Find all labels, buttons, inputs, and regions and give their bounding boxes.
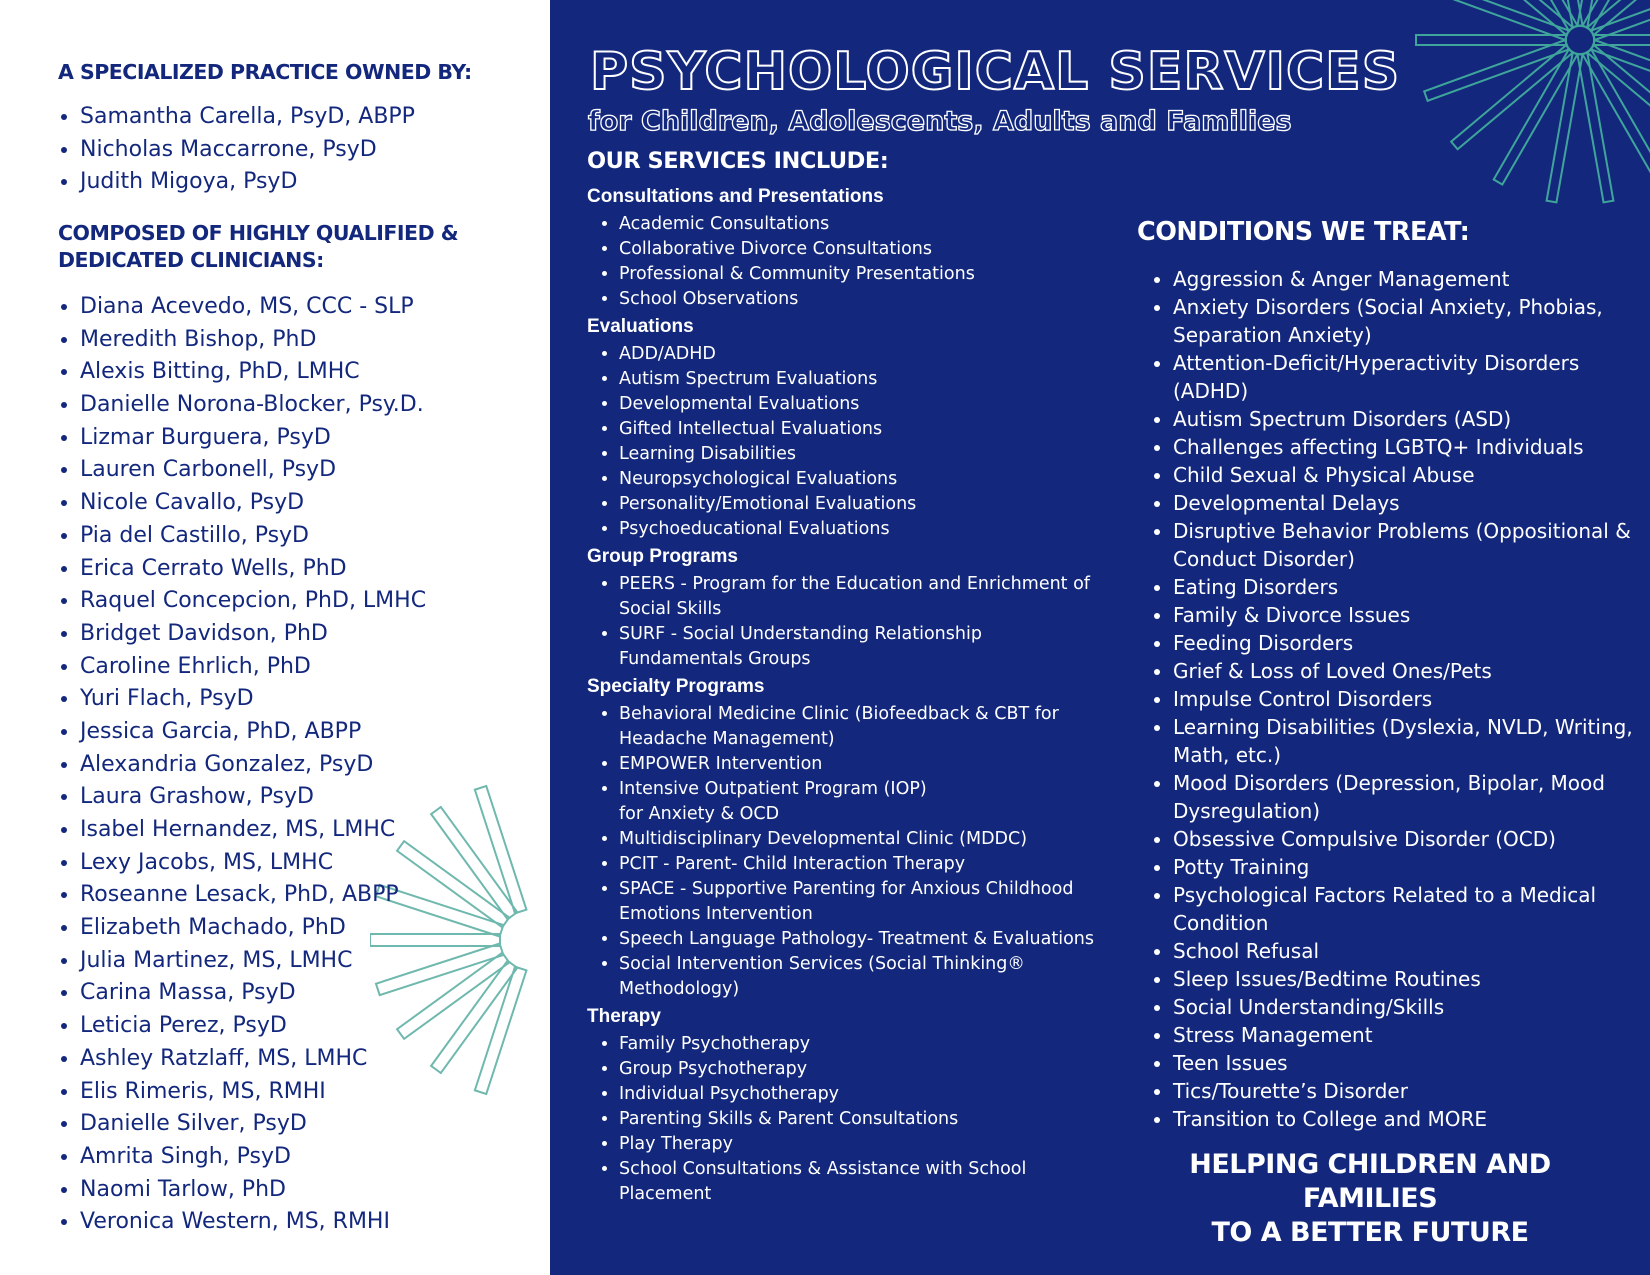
service-item: • SPACE - Supportive Parenting for Anxious Childhood Emotions Intervention (619, 877, 1107, 927)
service-item: • Developmental Evaluations (619, 392, 1107, 417)
service-section-list (587, 572, 1107, 672)
service-item: • Academic Consultations (619, 212, 1107, 237)
condition-item: • Developmental Delays (1173, 489, 1643, 517)
owner-item: • Judith Migoya, PsyD (80, 166, 415, 199)
service-section-title: Consultations and Presentations (587, 186, 884, 207)
clinician-item: • Julia Martinez, MS, LMHC (80, 945, 426, 978)
clinician-item: • Alexis Bitting, PhD, LMHC (80, 356, 426, 389)
condition-item: • Social Understanding/Skills (1173, 993, 1643, 1021)
clinician-item: • Jessica Garcia, PhD, ABPP (80, 716, 426, 749)
clinician-item: • Yuri Flach, PsyD (80, 683, 426, 716)
service-item: • Family Psychotherapy (619, 1032, 1107, 1057)
clinician-item: • Lauren Carbonell, PsyD (80, 454, 426, 487)
service-item: • Behavioral Medicine Clinic (Biofeedback & CBT for Headache Management) (619, 702, 1107, 752)
condition-item: • Grief & Loss of Loved Ones/Pets (1173, 657, 1643, 685)
service-item: • Professional & Community Presentations (619, 262, 1107, 287)
condition-item: • Aggression & Anger Management (1173, 265, 1643, 293)
condition-item: • School Refusal (1173, 937, 1643, 965)
clinician-item: • Diana Acevedo, MS, CCC - SLP (80, 291, 426, 324)
service-item: • ADD/ADHD (619, 342, 1107, 367)
services-heading: OUR SERVICES INCLUDE: (587, 148, 889, 174)
owners-heading: A SPECIALIZED PRACTICE OWNED BY: (58, 60, 472, 84)
service-section-title: Specialty Programs (587, 676, 765, 697)
condition-item: • Obsessive Compulsive Disorder (OCD) (1173, 825, 1643, 853)
service-item: • SURF - Social Understanding Relationship Fundamentals Groups (619, 622, 1107, 672)
service-section-title: Evaluations (587, 316, 694, 337)
clinician-item: • Caroline Ehrlich, PhD (80, 651, 426, 684)
condition-item: • Psychological Factors Related to a Medical Condition (1173, 881, 1643, 937)
owner-item: • Nicholas Maccarrone, PsyD (80, 134, 415, 167)
clinician-item: • Bridget Davidson, PhD (80, 618, 426, 651)
tagline-line-2: TO A BETTER FUTURE (1211, 1217, 1529, 1248)
conditions-heading: CONDITIONS WE TREAT: (1137, 217, 1470, 247)
service-item: • Multidisciplinary Developmental Clinic (MDDC) (619, 827, 1107, 852)
page-subtitle: for Children, Adolescents, Adults and Families (588, 106, 1292, 137)
condition-item: • Disruptive Behavior Problems (Oppositional & Conduct Disorder) (1173, 517, 1643, 573)
services-list (587, 184, 1107, 1209)
service-item: • PCIT - Parent- Child Interaction Therapy (619, 852, 1107, 877)
clinician-item: • Amrita Singh, PsyD (80, 1141, 426, 1174)
service-section-list (587, 342, 1107, 542)
service-item: • EMPOWER Intervention (619, 752, 1107, 777)
service-item: • School Consultations & Assistance with School Placement (619, 1157, 1107, 1207)
clinicians-heading-line-1: COMPOSED OF HIGHLY QUALIFIED & (58, 221, 459, 245)
condition-item: • Stress Management (1173, 1021, 1643, 1049)
service-item: • Parenting Skills & Parent Consultations (619, 1107, 1107, 1132)
condition-item: • Challenges affecting LGBTQ+ Individuals (1173, 433, 1643, 461)
page-title: PSYCHOLOGICAL SERVICES (590, 42, 1401, 102)
service-item: • School Observations (619, 287, 1107, 312)
clinician-item: • Isabel Hernandez, MS, LMHC (80, 814, 426, 847)
service-item: • Psychoeducational Evaluations (619, 517, 1107, 542)
condition-item: • Teen Issues (1173, 1049, 1643, 1077)
clinician-item: • Nicole Cavallo, PsyD (80, 487, 426, 520)
clinician-item: • Erica Cerrato Wells, PhD (80, 553, 426, 586)
service-item: • Collaborative Divorce Consultations (619, 237, 1107, 262)
service-section-list (587, 702, 1107, 1002)
service-section-title: Therapy (587, 1006, 661, 1027)
condition-item: • Attention-Deficit/Hyperactivity Disorders (ADHD) (1173, 349, 1643, 405)
owners-list (58, 101, 415, 199)
clinician-item: • Elizabeth Machado, PhD (80, 912, 426, 945)
clinicians-list (58, 291, 426, 1239)
condition-item: • Autism Spectrum Disorders (ASD) (1173, 405, 1643, 433)
condition-item: • Family & Divorce Issues (1173, 601, 1643, 629)
service-section-list (587, 212, 1107, 312)
clinician-item: • Leticia Perez, PsyD (80, 1010, 426, 1043)
condition-item: • Potty Training (1173, 853, 1643, 881)
service-item: • Individual Psychotherapy (619, 1082, 1107, 1107)
tagline (1130, 1148, 1610, 1250)
clinician-item: • Naomi Tarlow, PhD (80, 1174, 426, 1207)
service-item: • Speech Language Pathology- Treatment & Evaluations (619, 927, 1107, 952)
condition-item: • Eating Disorders (1173, 573, 1643, 601)
condition-item: • Feeding Disorders (1173, 629, 1643, 657)
clinicians-heading (58, 220, 458, 274)
clinician-item: • Danielle Norona-Blocker, Psy.D. (80, 389, 426, 422)
condition-item: • Tics/Tourette’s Disorder (1173, 1077, 1643, 1105)
condition-item: • Sleep Issues/Bedtime Routines (1173, 965, 1643, 993)
clinician-item: • Laura Grashow, PsyD (80, 781, 426, 814)
clinician-item: • Meredith Bishop, PhD (80, 324, 426, 357)
condition-item: • Impulse Control Disorders (1173, 685, 1643, 713)
clinician-item: • Danielle Silver, PsyD (80, 1108, 426, 1141)
condition-item: • Transition to College and MORE (1173, 1105, 1643, 1133)
clinician-item: • Raquel Concepcion, PhD, LMHC (80, 585, 426, 618)
service-section-title: Group Programs (587, 546, 738, 567)
service-item: • Autism Spectrum Evaluations (619, 367, 1107, 392)
service-item: • Social Intervention Services (Social Thinking® Methodology) (619, 952, 1107, 1002)
tagline-line-1: HELPING CHILDREN AND FAMILIES (1189, 1149, 1551, 1214)
service-item: • Group Psychotherapy (619, 1057, 1107, 1082)
service-item: • Learning Disabilities (619, 442, 1107, 467)
service-item: • Intensive Outpatient Program (IOP) for Anxiety & OCD (619, 777, 1107, 827)
condition-item: • Mood Disorders (Depression, Bipolar, Mood Dysregulation) (1173, 769, 1643, 825)
service-item: • Neuropsychological Evaluations (619, 467, 1107, 492)
clinician-item: • Alexandria Gonzalez, PsyD (80, 749, 426, 782)
service-item: • Gifted Intellectual Evaluations (619, 417, 1107, 442)
owner-item: • Samantha Carella, PsyD, ABPP (80, 101, 415, 134)
condition-item: • Anxiety Disorders (Social Anxiety, Phobias, Separation Anxiety) (1173, 293, 1643, 349)
clinician-item: • Ashley Ratzlaff, MS, LMHC (80, 1043, 426, 1076)
clinician-item: • Lizmar Burguera, PsyD (80, 422, 426, 455)
service-item: • Personality/Emotional Evaluations (619, 492, 1107, 517)
conditions-list (1150, 265, 1643, 1133)
service-section-list (587, 1032, 1107, 1207)
condition-item: • Learning Disabilities (Dyslexia, NVLD, Writing, Math, etc.) (1173, 713, 1643, 769)
clinicians-heading-line-2: DEDICATED CLINICIANS: (58, 248, 324, 272)
service-item: • PEERS - Program for the Education and Enrichment of Social Skills (619, 572, 1107, 622)
clinician-item: • Elis Rimeris, MS, RMHI (80, 1076, 426, 1109)
clinician-item: • Roseanne Lesack, PhD, ABPP (80, 879, 426, 912)
service-item: • Play Therapy (619, 1132, 1107, 1157)
clinician-item: • Pia del Castillo, PsyD (80, 520, 426, 553)
clinician-item: • Lexy Jacobs, MS, LMHC (80, 847, 426, 880)
left-panel (0, 0, 550, 1275)
clinician-item: • Veronica Western, MS, RMHI (80, 1206, 426, 1239)
clinician-item: • Carina Massa, PsyD (80, 977, 426, 1010)
condition-item: • Child Sexual & Physical Abuse (1173, 461, 1643, 489)
